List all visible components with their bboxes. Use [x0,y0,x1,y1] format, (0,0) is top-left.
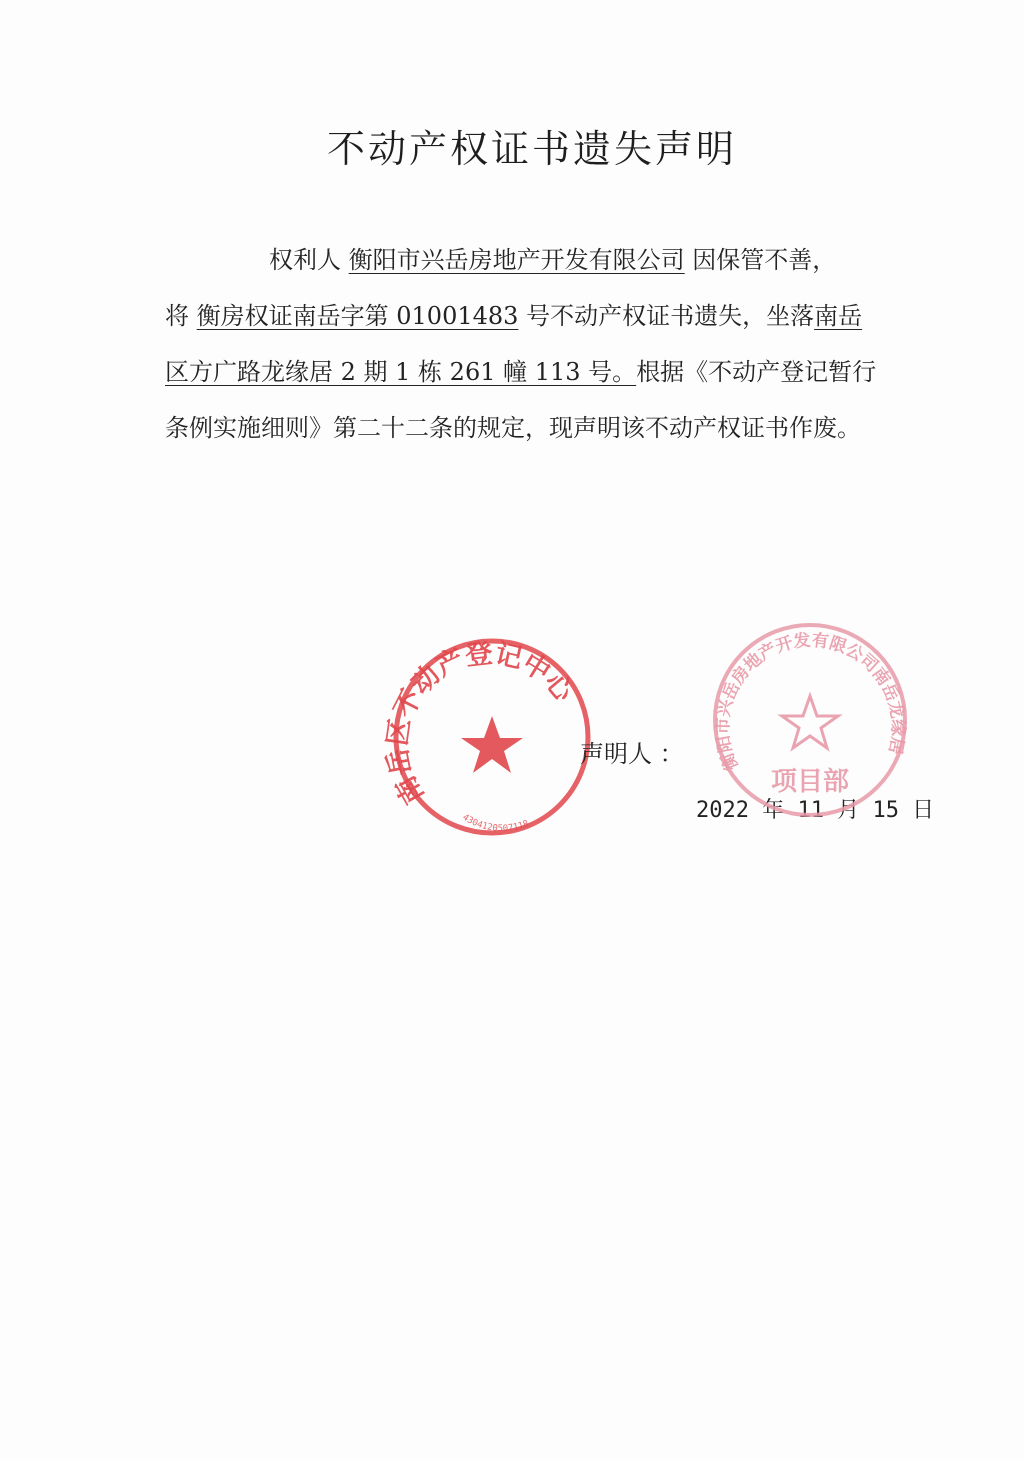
certificate-prefix: 将 [165,302,197,330]
paragraph-line [165,232,905,288]
certificate-number: 衡房权证南岳字第 01001483 [196,302,519,330]
seal-left-graphic [382,632,592,842]
seal-right-graphic [710,620,910,820]
seal-ring-text: 南岳区不动产登记中心 [382,638,580,810]
seal-code: 4304120507118 [460,812,531,835]
document-title: 不动产权证书遗失声明 [326,127,737,171]
paragraph-line [165,400,905,456]
regulation-text: 根据《不动产登记暂行 [636,358,877,386]
property-location-b: 区方广路龙缘居 2 期 1 栋 261 幢 113 号。 [165,358,637,386]
seal-ring-text: 衡阳市兴岳房地产开发有限公司南岳龙缘居 [713,630,908,773]
declarant-label: 声明人 ： [580,740,684,768]
seal-bottom-text: 项目部 [770,767,850,797]
declaration-body [165,232,905,456]
void-statement: 条例实施细则》第二十二条的规定，现声明该不动产权证书作废。 [165,414,861,442]
company-seal [710,620,910,820]
property-location-a: 南岳 [814,302,863,330]
star-icon [461,716,523,773]
declaration-date: 2022 年 11 月 15 日 [696,798,935,823]
owner-label: 权利人 [269,246,349,274]
lost-text: 号不动产权证书遗失，坐落 [518,302,815,330]
paragraph-line [165,344,905,400]
owner-name: 衡阳市兴岳房地产开发有限公司 [348,246,685,274]
paragraph-line [165,288,905,344]
registration-center-seal [382,632,592,842]
reason-text: 因保管不善， [684,246,837,274]
star-icon [782,696,838,748]
